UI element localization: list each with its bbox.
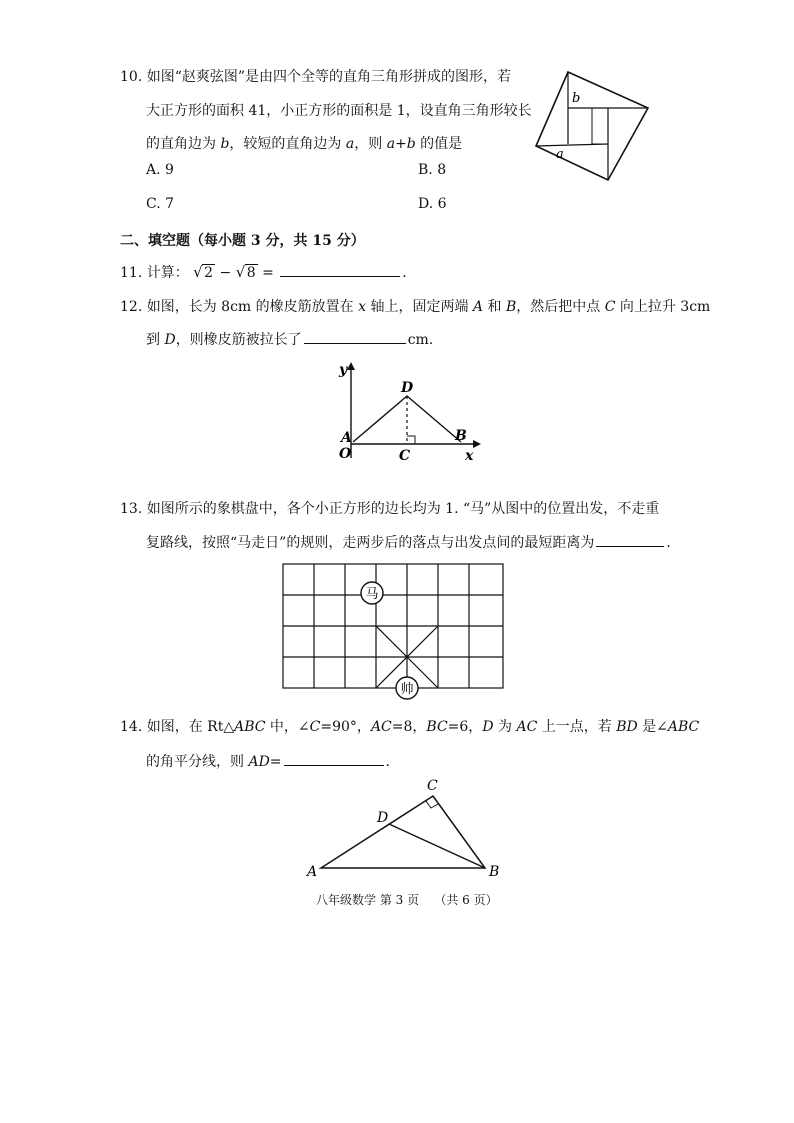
svg-text:C: C (399, 448, 411, 464)
chessboard-diagram (280, 562, 510, 700)
q14-line1: 14. 如图，在 Rt△ABC 中，∠C=90°，AC=8，BC=6，D 为 AC 上一点，若 BD 是∠ABC (120, 719, 700, 735)
sqrt-icon: √ 8 (235, 263, 256, 281)
q10-line1: 10. 如图“赵爽弦图”是由四个全等的直角三角形拼成的图形，若 (120, 69, 512, 85)
rubber-band-diagram (325, 358, 485, 470)
q12-line1: 12. 如图，长为 8cm 的橡皮筋放置在 x 轴上，固定两端 A 和 B，然后把中点 C 向上拉升 3cm (120, 299, 711, 315)
svg-text:B: B (489, 864, 500, 880)
q13-line2: 复路线，按照“马走日”的规则，走两步后的落点与出发点间的最短距离为 . (146, 535, 671, 551)
fig-label-a: a (556, 147, 564, 162)
svg-text:D: D (377, 810, 389, 826)
q13-line1: 13. 如图所示的象棋盘中，各个小正方形的边长均为 1. “马”从图中的位置出发，不走重 (120, 501, 660, 517)
svg-text:x: x (465, 448, 474, 464)
q11-line: 11. 计算： √ 2 − √ 8 = . (120, 263, 407, 281)
horse-piece[interactable]: 马 (365, 587, 379, 602)
q13-answer-blank[interactable] (596, 534, 664, 547)
q12-line2: 到 D，则橡皮筋被拉长了 cm. (146, 332, 434, 348)
q14-line2: 的角平分线，则 AD= . (146, 754, 390, 770)
svg-text:C: C (427, 778, 438, 794)
marshal-piece[interactable]: 帅 (400, 682, 414, 697)
q14-answer-blank[interactable] (284, 753, 384, 766)
q10-option-a[interactable]: A. 9 (146, 162, 174, 178)
section-title: 二、填空题（每小题 3 分，共 15 分） (120, 233, 365, 249)
triangle-diagram (305, 776, 510, 880)
svg-text:D: D (401, 380, 414, 396)
page-footer: 八年级数学 第 3 页 （共 6 页） (316, 893, 498, 907)
svg-text:O: O (339, 446, 352, 462)
q10-line2: 大正方形的面积 41，小正方形的面积是 1，设直角三角形较长 (146, 103, 532, 119)
q11-answer-blank[interactable] (280, 264, 400, 277)
q10-option-d[interactable]: D. 6 (418, 196, 447, 212)
zhao-shuang-diagram (528, 66, 658, 188)
svg-text:y: y (339, 362, 348, 378)
q12-answer-blank[interactable] (304, 331, 406, 344)
svg-text:B: B (455, 428, 467, 444)
q10-line3: 的直角边为 b，较短的直角边为 a，则 a+b 的值是 (146, 136, 463, 152)
q10-option-b[interactable]: B. 8 (418, 162, 447, 178)
svg-text:A: A (307, 864, 318, 880)
q10-option-c[interactable]: C. 7 (146, 196, 175, 212)
fig-label-b: b (572, 91, 581, 106)
sqrt-icon: √ 2 (193, 263, 214, 281)
svg-text:A: A (341, 430, 352, 446)
